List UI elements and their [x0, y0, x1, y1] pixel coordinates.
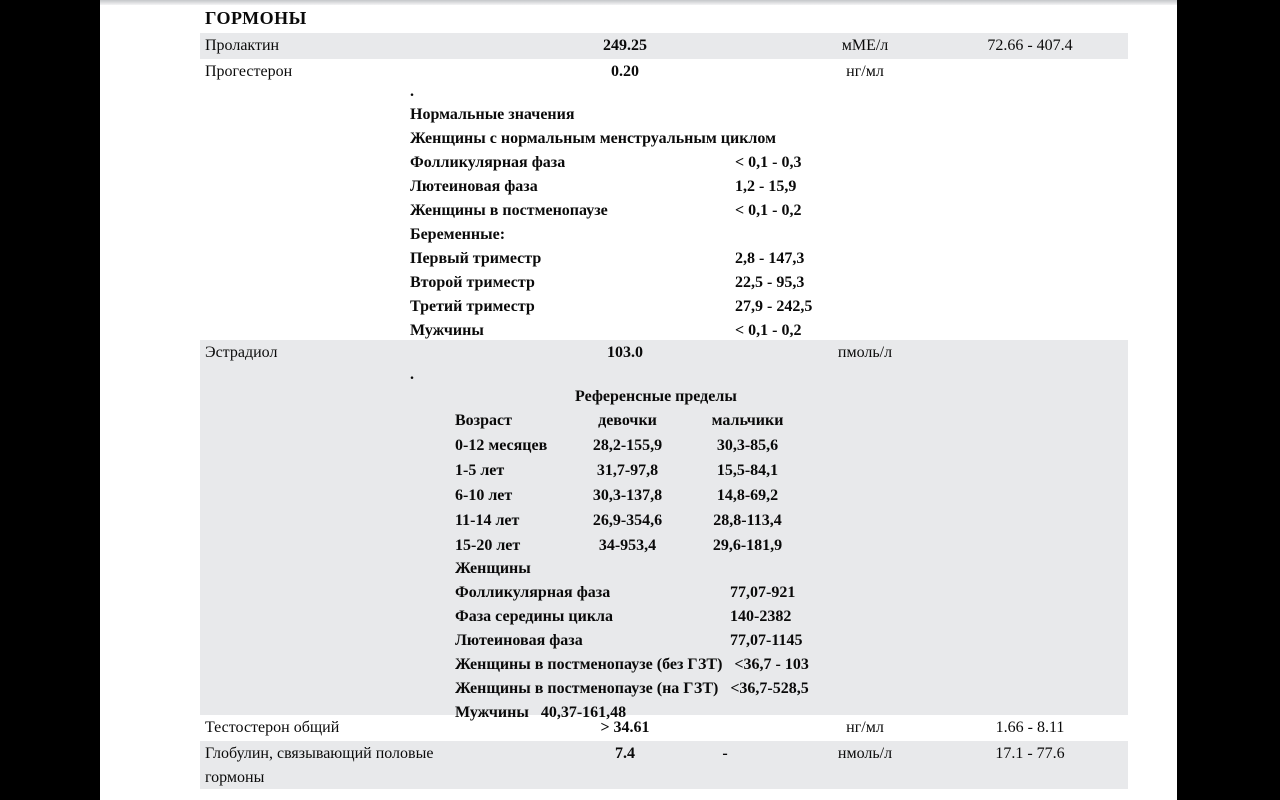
analyte-unit: нг/мл [846, 719, 884, 736]
ref-label: Беременные: [410, 226, 506, 243]
result-row-shbg [200, 741, 1128, 789]
analyte-name: Пролактин [205, 37, 280, 54]
analyte-range: 17.1 - 77.6 [995, 745, 1065, 762]
ref-heading: Нормальные значения [410, 106, 575, 123]
ref-label: Фолликулярная фаза [455, 584, 611, 601]
ref-value: <36,7 - 103 [734, 656, 809, 673]
ref-row [455, 605, 809, 629]
ref-label: Второй триместр [410, 274, 535, 291]
ref-label: Лютеиновая фаза [410, 178, 538, 195]
dot-marker: . [410, 366, 414, 383]
ref-value: 77,07-921 [730, 584, 796, 601]
analyte-name: Тестостерон общий [205, 719, 340, 736]
ref-row [455, 677, 809, 701]
ref-value: 140-2382 [730, 608, 792, 625]
analyte-name: Эстрадиол [205, 344, 278, 361]
estradiol-women-section [455, 557, 809, 725]
age-table-cell: 15,5-84,1 [716, 462, 779, 479]
top-edge-strip [100, 0, 1177, 5]
ref-value: 22,5 - 95,3 [735, 274, 805, 291]
ref-label: Первый триместр [410, 250, 542, 267]
analyte-range: 1.66 - 8.11 [995, 719, 1065, 736]
ref-value: < 0,1 - 0,2 [735, 202, 802, 219]
ref-row [410, 223, 812, 247]
ref-value: 40,37-161,48 [540, 704, 627, 721]
age-table-cell: 31,7-97,8 [596, 462, 659, 479]
ref-label: Женщины в постменопаузе [410, 202, 608, 219]
result-row-estradiol [200, 340, 1128, 366]
ref-label: Лютеиновая фаза [455, 632, 583, 649]
age-table-cell: 30,3-137,8 [592, 487, 663, 504]
age-table-cell: 28,2-155,9 [592, 437, 663, 454]
age-table-cell: 1-5 лет [455, 462, 505, 479]
analyte-unit: мМЕ/л [841, 37, 889, 54]
age-table-cell: 28,8-113,4 [713, 512, 782, 529]
analyte-range: 72.66 - 407.4 [987, 37, 1073, 54]
result-row-testosterone [200, 715, 1128, 741]
analyte-value: 0.20 [611, 63, 639, 80]
ref-row [410, 175, 812, 199]
age-table-cell: 11-14 лет [455, 512, 520, 529]
age-table-cell: 29,6-181,9 [712, 537, 783, 554]
analyte-value: 7.4 [615, 745, 635, 762]
age-table-cell: 34-953,4 [598, 537, 657, 554]
ref-value: <36,7-528,5 [730, 680, 809, 697]
estradiol-age-table [455, 408, 810, 558]
analyte-flag: - [722, 745, 728, 762]
section-title: ГОРМОНЫ [205, 8, 307, 28]
age-table-cell: 14,8-69,2 [716, 487, 779, 504]
ref-value: 27,9 - 242,5 [735, 298, 813, 315]
analyte-unit: пмоль/л [837, 344, 893, 361]
ref-row [455, 629, 809, 653]
ref-label: Мужчины [410, 322, 484, 339]
analyte-name: Прогестерон [205, 63, 293, 80]
analyte-unit: нг/мл [846, 63, 884, 80]
ref-heading: Женщины с нормальным менструальным циклом [410, 130, 776, 147]
ref-label: Третий триместр [410, 298, 535, 315]
ref-row [410, 271, 812, 295]
ref-label: Фаза середины цикла [455, 608, 614, 625]
age-table-header: девочки [598, 412, 657, 429]
reference-limits-title: Референсные пределы [575, 388, 737, 405]
ref-row [455, 653, 809, 677]
ref-value: 1,2 - 15,9 [735, 178, 797, 195]
ref-value: < 0,1 - 0,3 [735, 154, 802, 171]
analyte-value: 103.0 [607, 344, 643, 361]
result-row-prolactin [200, 33, 1128, 59]
analyte-value: 249.25 [603, 37, 647, 54]
analyte-unit: нмоль/л [837, 745, 893, 762]
ref-value: < 0,1 - 0,2 [735, 322, 802, 339]
dot-marker: . [410, 83, 414, 100]
ref-label: Женщины в постменопаузе (на ГЗТ) [455, 680, 719, 697]
ref-row [410, 247, 812, 271]
ref-row [455, 581, 809, 605]
ref-row [410, 151, 812, 175]
ref-value: 77,07-1145 [730, 632, 803, 649]
ref-label: Фолликулярная фаза [410, 154, 566, 171]
analyte-name: Глобулин, связывающий половые гормоны [205, 745, 434, 786]
women-heading: Женщины [455, 560, 531, 577]
age-table-cell: 30,3-85,6 [716, 437, 779, 454]
ref-row [410, 295, 812, 319]
age-table-header: Возраст [455, 412, 512, 429]
ref-value: 2,8 - 147,3 [735, 250, 805, 267]
report-page [100, 0, 1177, 800]
age-table-header: мальчики [711, 412, 784, 429]
analyte-value: > 34.61 [600, 719, 650, 736]
result-row-progesterone [200, 59, 1128, 85]
age-table-cell: 15-20 лет [455, 537, 521, 554]
progesterone-reference-block [410, 85, 812, 343]
ref-label: Мужчины [455, 704, 529, 721]
ref-label: Женщины в постменопаузе (без ГЗТ) [455, 656, 723, 673]
age-table-cell: 26,9-354,6 [592, 512, 663, 529]
ref-row [410, 199, 812, 223]
age-table-cell: 6-10 лет [455, 487, 513, 504]
age-table-cell: 0-12 месяцев [455, 437, 548, 454]
